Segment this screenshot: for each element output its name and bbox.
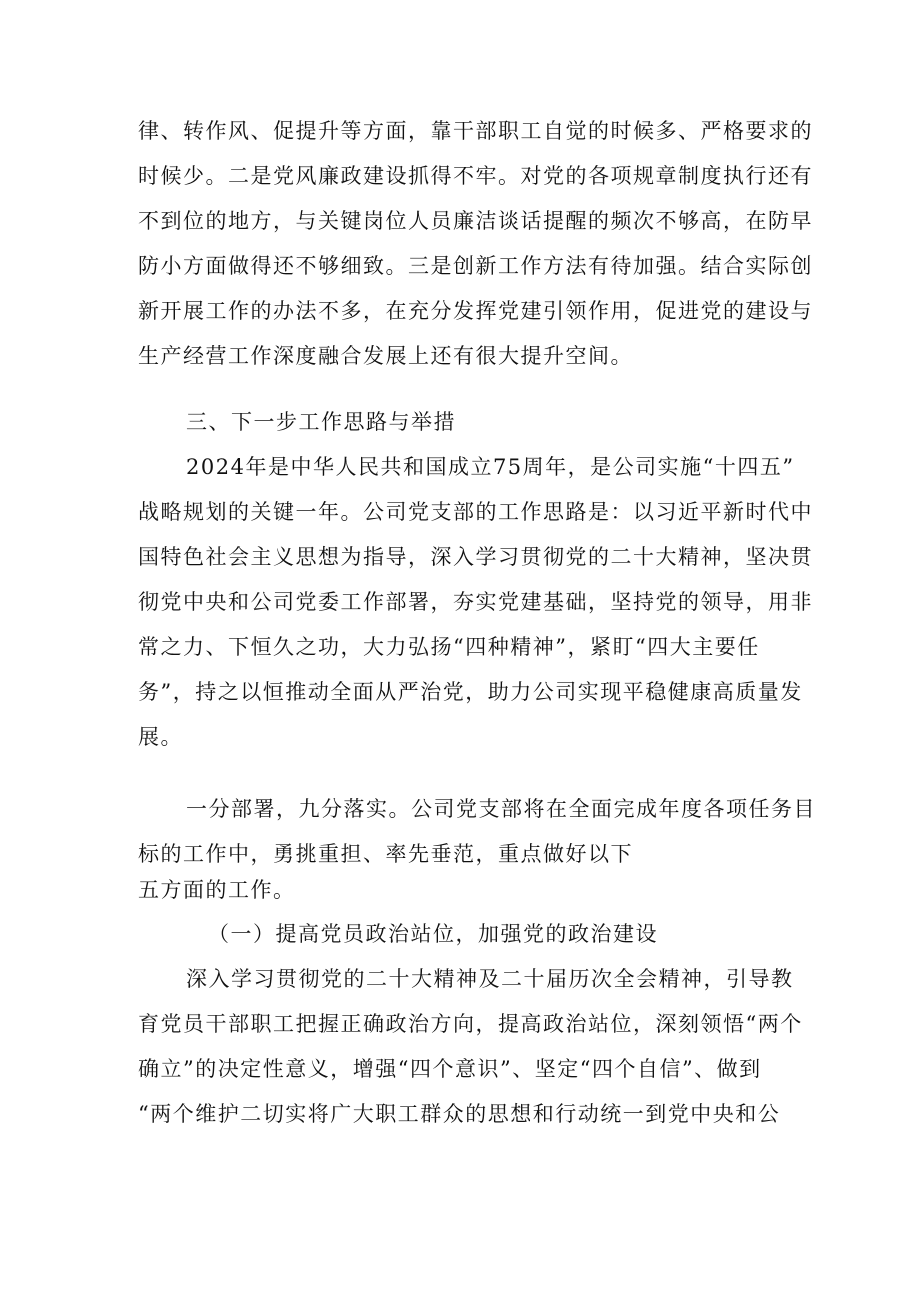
text-line: 深入学习贯彻党的二十大精神及二十届历次全会精神，引导教 xyxy=(186,967,794,991)
text-line: 育党员干部职工把握正确政治方向，提高政治站位，深刻领悟“两个 xyxy=(138,1012,803,1036)
paragraph-political-building xyxy=(138,965,803,1128)
text-line: 战略规划的关键一年。公司党支部的工作思路是：以习近平新时代中 xyxy=(138,500,813,524)
paragraph-deployment xyxy=(138,795,816,904)
text-line: 2024年是中华人民共和国成立75周年，是公司实施“十四五” xyxy=(186,455,795,479)
text-line: 生产经营工作深度融合发展上还有很大提升空间。 xyxy=(138,344,633,368)
section-heading-text: 三、下一步工作思路与举措 xyxy=(186,410,456,434)
paragraph-problems xyxy=(138,117,813,370)
text-line: 新开展工作的办法不多，在充分发挥党建引领作用，促进党的建设与 xyxy=(138,299,813,323)
text-line: 常之力、下恒久之功，大力弘扬“四种精神”，紧盯“四大主要任 xyxy=(138,635,760,659)
text-line: 防小方面做得还不够细致。三是创新工作方法有待加强。结合实际创 xyxy=(138,254,813,278)
text-line: 标的工作中，勇挑重担、率先垂范，重点做好以下 xyxy=(138,842,633,866)
text-line: 展。 xyxy=(138,725,183,749)
text-line: 一分部署，九分落实。公司党支部将在全面完成年度各项任务目 xyxy=(186,797,816,821)
text-line: 务”，持之以恒推动全面从严治党，助力公司实现平稳健康高质量发 xyxy=(138,680,803,704)
text-line: “两个维护二切实将广大职工群众的思想和行动统一到党中央和公 xyxy=(138,1102,781,1126)
text-line: 律、转作风、促提升等方面，靠干部职工自觉的时候多、严格要求的 xyxy=(138,119,813,143)
text-line: 确立”的决定性意义，增强“四个意识”、坚定“四个自信”、做到 xyxy=(138,1057,762,1081)
section-heading xyxy=(138,408,788,436)
text-line: 不到位的地方，与关键岗位人员廉洁谈话提醒的频次不够高，在防早 xyxy=(138,209,813,233)
subsection-heading-text: （一）提高党员政治站位，加强党的政治建设 xyxy=(208,922,658,946)
text-line: 彻党中央和公司党委工作部署，夯实党建基础，坚持党的领导，用非 xyxy=(138,590,813,614)
subsection-heading xyxy=(138,920,788,948)
text-line: 国特色社会主义思想为指导，深入学习贯彻党的二十大精神，坚决贯 xyxy=(138,545,813,569)
paragraph-work-plan xyxy=(138,453,813,751)
text-line: 五方面的工作。 xyxy=(138,878,296,902)
text-line: 时候少。二是党风廉政建设抓得不牢。对党的各项规章制度执行还有 xyxy=(138,164,813,188)
